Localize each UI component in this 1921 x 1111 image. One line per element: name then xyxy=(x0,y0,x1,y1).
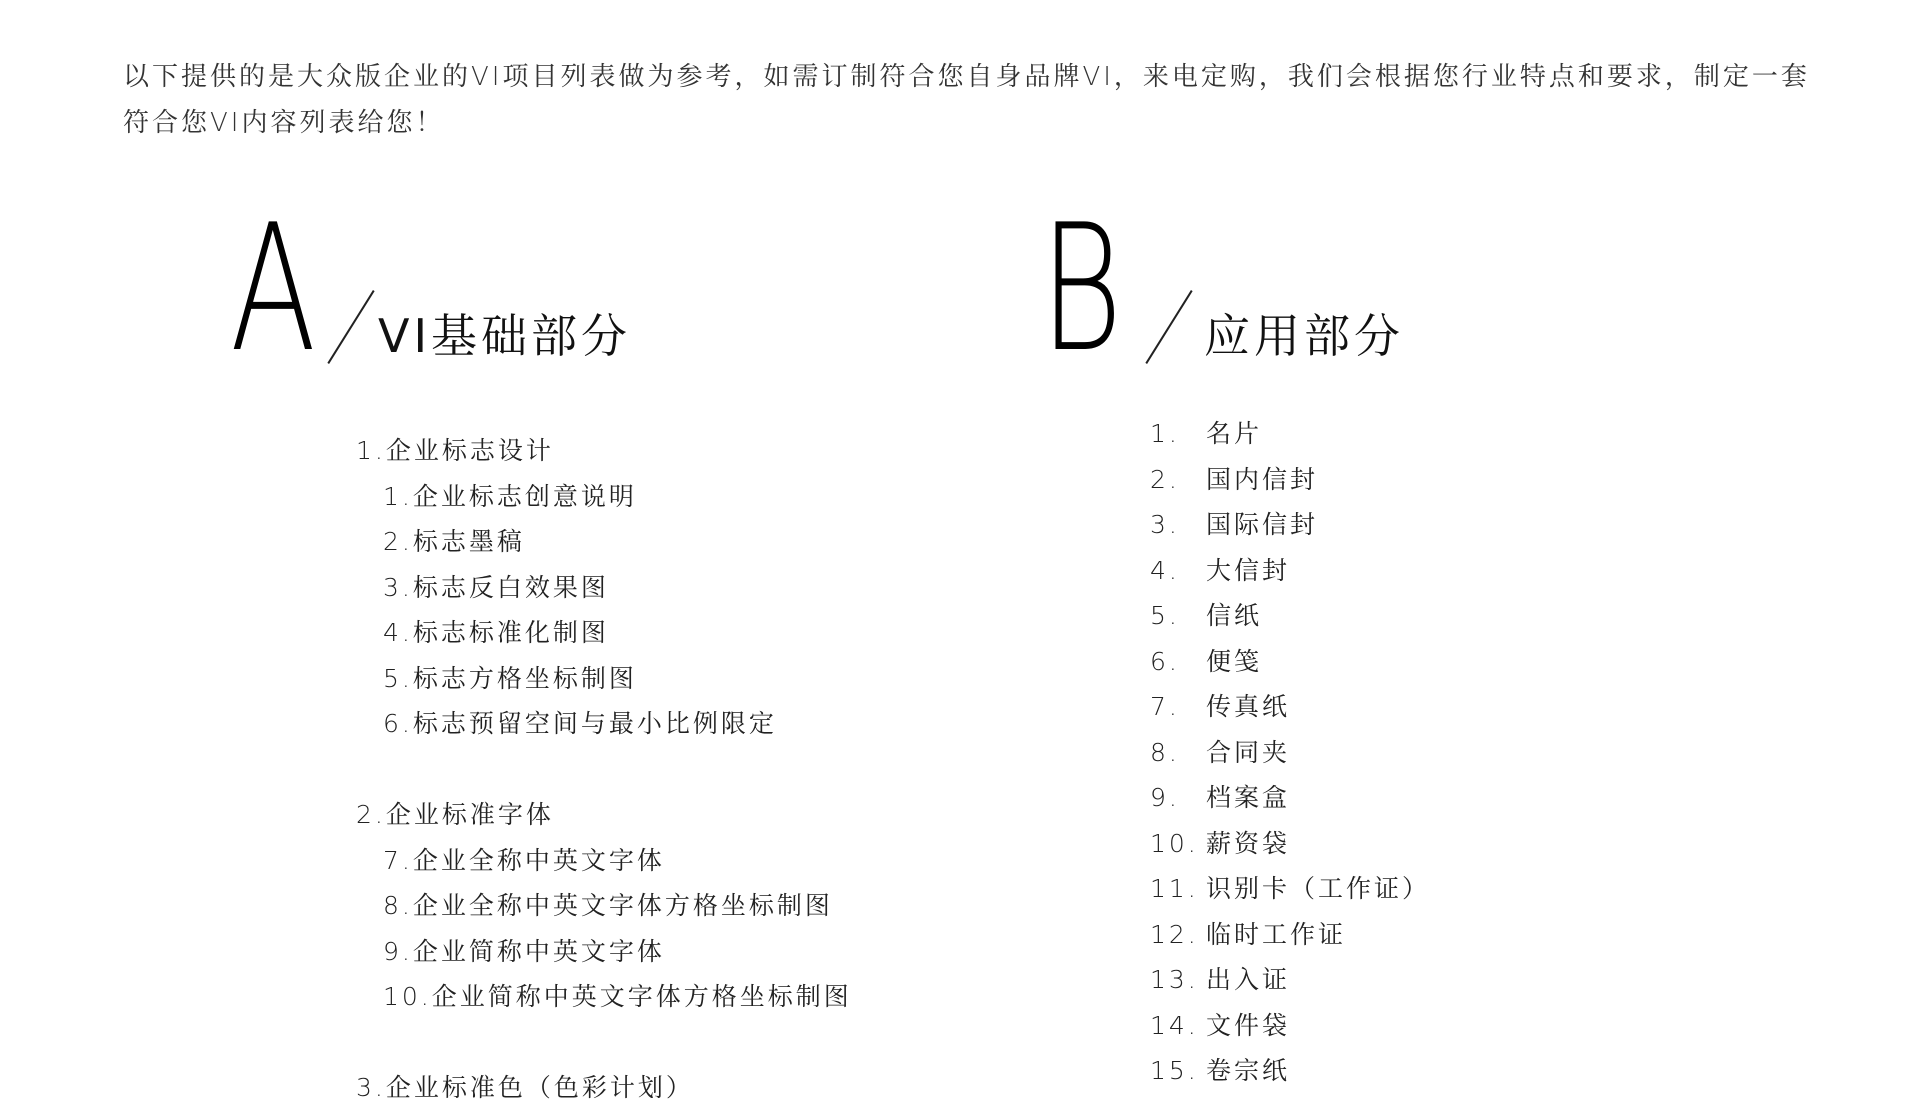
section-b-item-label: 信纸 xyxy=(1206,601,1263,630)
section-a-slash xyxy=(327,290,374,364)
section-b-item-number: 5. xyxy=(1150,601,1180,630)
section-b-item-label: 国内信封 xyxy=(1206,464,1319,494)
section-b-item xyxy=(1150,593,1430,639)
section-b-item xyxy=(1150,548,1430,594)
section-b-item-label: 识别卡（工作证） xyxy=(1206,874,1431,903)
section-a-group-item: 1.企业标志设计 xyxy=(356,436,554,465)
section-a-group-item: 3.企业标准色（色彩计划） xyxy=(356,1073,694,1102)
section-b-item-number: 3. xyxy=(1150,510,1180,539)
section-b-item-label: 国际信封 xyxy=(1206,510,1319,539)
section-a-sub-item: 2.标志墨稿 xyxy=(383,527,525,556)
section-b-item xyxy=(1150,957,1430,1003)
section-b-item-number: 10. xyxy=(1150,828,1199,858)
section-b-item xyxy=(1150,411,1430,457)
section-b-item-label: 合同夹 xyxy=(1206,737,1291,767)
section-b-item xyxy=(1150,457,1430,503)
section-b-item xyxy=(1150,821,1430,867)
section-b-item-label: 临时工作证 xyxy=(1206,919,1347,949)
section-a-sub-item: 1.企业标志创意说明 xyxy=(383,481,637,511)
section-b-item-number: 6. xyxy=(1150,646,1180,676)
section-b-list xyxy=(1150,411,1430,1094)
section-b-item-number: 13. xyxy=(1150,965,1199,994)
section-b-item-label: 便笺 xyxy=(1206,646,1263,676)
section-a-letter: A xyxy=(230,188,317,391)
section-b-item xyxy=(1150,912,1430,958)
section-b-slash xyxy=(1145,290,1192,364)
section-b-item-number: 15. xyxy=(1150,1056,1199,1085)
section-a-spacer xyxy=(356,1020,852,1066)
section-b-item-number: 14. xyxy=(1150,1010,1199,1040)
section-a-list xyxy=(356,428,852,1111)
section-b-item xyxy=(1150,639,1430,685)
section-a-sub-item: 6.标志预留空间与最小比例限定 xyxy=(383,709,777,738)
section-a-sub-item: 10.企业简称中英文字体方格坐标制图 xyxy=(383,982,852,1011)
section-b-item-number: 4. xyxy=(1150,555,1180,585)
section-b-item-number: 8. xyxy=(1150,737,1180,767)
section-b-item xyxy=(1150,684,1430,730)
section-b-item-label: 文件袋 xyxy=(1206,1010,1291,1040)
section-b-item xyxy=(1150,1003,1430,1049)
intro-paragraph: 以下提供的是大众版企业的VI项目列表做为参考，如需订制符合您自身品牌VI，来电定购，我们会根据您行业特点和要求，制定一套符合您VI内容列表给您！ xyxy=(123,62,1810,138)
section-b-item-number: 11. xyxy=(1150,874,1199,903)
section-b-item-label: 名片 xyxy=(1206,419,1263,448)
section-b-item-number: 7. xyxy=(1150,692,1180,721)
section-b-item xyxy=(1150,730,1430,776)
section-a-sub-item: 9.企业简称中英文字体 xyxy=(383,936,665,966)
section-a-sub-item: 4.标志标准化制图 xyxy=(383,618,609,647)
section-b-item xyxy=(1150,1048,1430,1094)
section-b-item-number: 2. xyxy=(1150,464,1180,494)
section-a-group-item: 2.企业标准字体 xyxy=(356,800,554,829)
section-b-item-number: 1. xyxy=(1150,419,1180,448)
section-a-title: VI基础部分 xyxy=(378,309,632,363)
section-b-title: 应用部分 xyxy=(1204,309,1404,363)
section-a-sub-item: 3.标志反白效果图 xyxy=(383,572,609,602)
section-a-sub-item: 8.企业全称中英文字体方格坐标制图 xyxy=(383,891,833,920)
section-b-item-label: 大信封 xyxy=(1206,555,1291,585)
section-b-item-label: 档案盒 xyxy=(1206,783,1291,812)
section-a-sub-item: 5.标志方格坐标制图 xyxy=(383,663,637,693)
section-a-sub-item: 7.企业全称中英文字体 xyxy=(383,845,665,875)
section-b-item-number: 9. xyxy=(1150,783,1180,812)
section-b-item-label: 卷宗纸 xyxy=(1206,1056,1291,1085)
section-b-item-label: 出入证 xyxy=(1206,965,1291,994)
section-b-letter: B xyxy=(1040,188,1123,391)
section-b-item xyxy=(1150,502,1430,548)
section-b-item xyxy=(1150,866,1430,912)
section-b-item-number: 12. xyxy=(1150,919,1199,949)
section-b-item xyxy=(1150,775,1430,821)
section-b-item-label: 传真纸 xyxy=(1206,692,1291,721)
section-a-spacer xyxy=(356,747,852,793)
section-b-item-label: 薪资袋 xyxy=(1206,828,1291,858)
